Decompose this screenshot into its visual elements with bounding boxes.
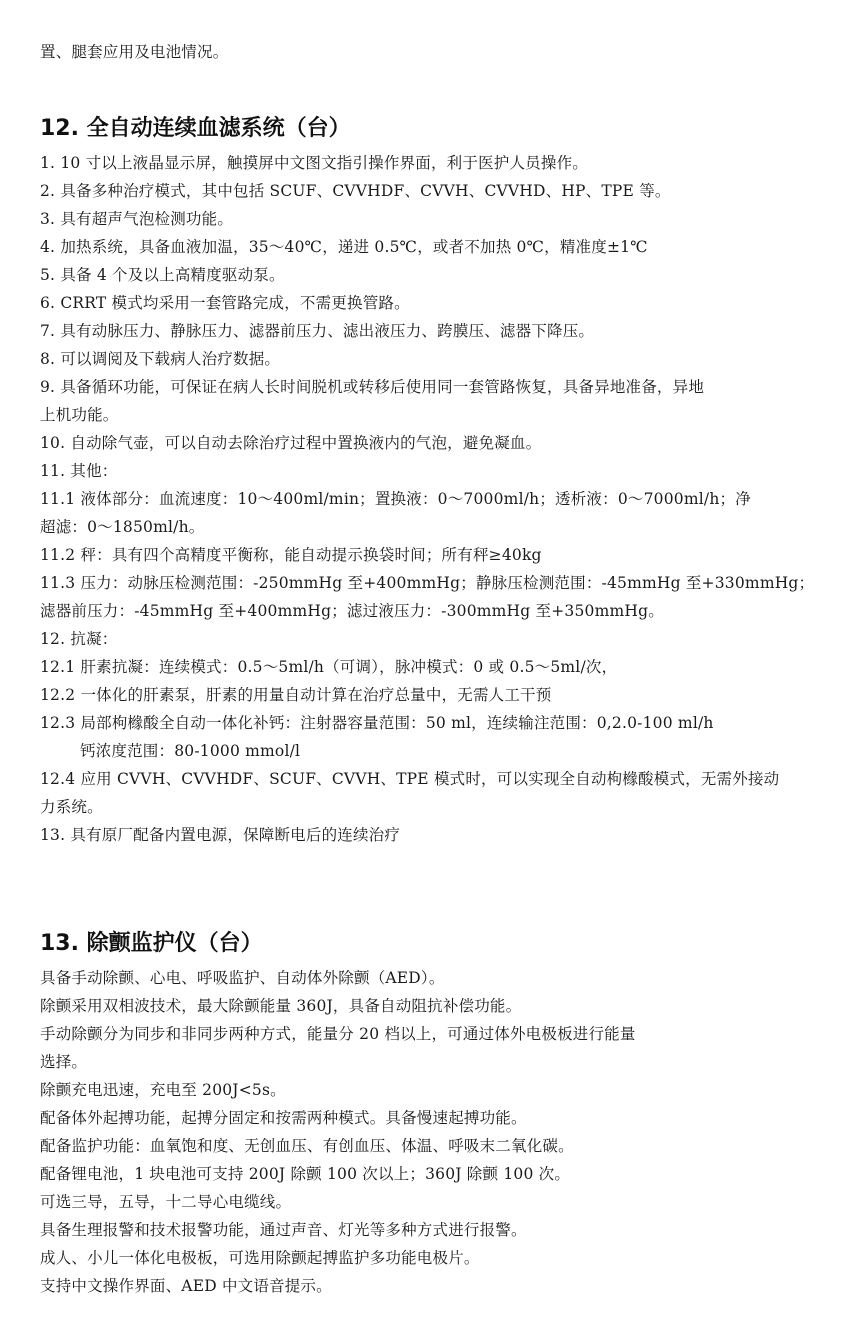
section-12-title: 12. 全自动连续血滤系统（台）: [40, 116, 351, 141]
s12-line-11-2: 11.2 秤：具有四个高精度平衡称，能自动提示换袋时间；所有秤≥40kg: [40, 546, 542, 564]
s13-line-5: 配备体外起搏功能，起搏分固定和按需两种模式。具备慢速起搏功能。: [40, 1109, 527, 1127]
s12-line-1: 1. 10 寸以上液晶显示屏，触摸屏中文图文指引操作界面，利于医护人员操作。: [40, 154, 588, 172]
s12-line-8: 8. 可以调阅及下载病人治疗数据。: [40, 350, 281, 368]
intro-line: 置、腿套应用及电池情况。: [40, 43, 229, 61]
s12-line-12-2: 12.2 一体化的肝素泵，肝素的用量自动计算在治疗总量中，无需人工干预: [40, 686, 552, 704]
s12-line-11-3-cont: 滤器前压力：-45mmHg 至+400mmHg；滤过液压力：-300mmHg 至+350mmHg。: [40, 602, 664, 620]
s13-line-3: 手动除颤分为同步和非同步两种方式，能量分 20 档以上，可通过体外电极板进行能量: [40, 1025, 636, 1043]
s12-line-12-4: 12.4 应用 CVVH、CVVHDF、SCUF、CVVH、TPE 模式时，可以实现全自动枸橼酸模式，无需外接动: [40, 770, 780, 788]
section-13-title: 13. 除颤监护仪（台）: [40, 931, 263, 956]
s13-line-4: 除颤充电迅速，充电至 200J<5s。: [40, 1081, 286, 1099]
s13-line-3-cont: 选择。: [40, 1053, 88, 1071]
s12-line-12-3: 12.3 局部枸橼酸全自动一体化补钙：注射器容量范围：50 ml，连续输注范围：0,2.0-100 ml/h: [40, 714, 714, 732]
s12-line-9-cont: 上机功能。: [40, 406, 119, 424]
s12-line-3: 3. 具有超声气泡检测功能。: [40, 210, 234, 228]
s12-line-2: 2. 具备多种治疗模式，其中包括 SCUF、CVVHDF、CVVH、CVVHD、HP、TPE 等。: [40, 182, 671, 200]
s12-line-10: 10. 自动除气壶，可以自动去除治疗过程中置换液内的气泡，避免凝血。: [40, 434, 542, 452]
s12-line-13: 13. 具有原厂配备内置电源，保障断电后的连续治疗: [40, 826, 401, 844]
s13-line-10: 成人、小儿一体化电极板，可选用除颤起搏监护多功能电极片。: [40, 1249, 480, 1267]
s12-line-11-3: 11.3 压力：动脉压检测范围：-250mmHg 至+400mmHg；静脉压检测范围：-45mmHg 至+330mmHg；: [40, 574, 815, 592]
s13-line-11: 支持中文操作界面、AED 中文语音提示。: [40, 1277, 332, 1295]
s12-line-7: 7. 具有动脉压力、静脉压力、滤器前压力、滤出液压力、跨膜压、滤器下降压。: [40, 322, 595, 340]
s12-line-5: 5. 具备 4 个及以上高精度驱动泵。: [40, 266, 285, 284]
s12-line-9: 9. 具备循环功能，可保证在病人长时间脱机或转移后使用同一套管路恢复，具备异地准备，异地: [40, 378, 705, 396]
s12-line-12-4-cont: 力系统。: [40, 798, 103, 816]
s13-line-6: 配备监护功能：血氧饱和度、无创血压、有创血压、体温、呼吸末二氧化碳。: [40, 1137, 574, 1155]
s13-line-1: 具备手动除颤、心电、呼吸监护、自动体外除颤（AED）。: [40, 969, 445, 987]
s12-line-11-1-cont: 超滤：0～1850ml/h。: [40, 518, 205, 536]
s12-line-11: 11. 其他：: [40, 462, 118, 480]
s12-line-4: 4. 加热系统，具备血液加温，35～40℃，递进 0.5℃，或者不加热 0℃，精准度±1℃: [40, 238, 648, 256]
s12-line-12-1: 12.1 肝素抗凝：连续模式：0.5～5ml/h（可调），脉冲模式：0 或 0.5～5ml/次，: [40, 658, 618, 676]
s12-line-11-1: 11.1 液体部分：血流速度：10～400ml/min；置换液：0～7000ml/h；透析液：0～7000ml/h；净: [40, 490, 751, 508]
s13-line-7: 配备锂电池，1 块电池可支持 200J 除颤 100 次以上；360J 除颤 100 次。: [40, 1165, 571, 1183]
s12-line-12: 12. 抗凝：: [40, 630, 118, 648]
s13-line-2: 除颤采用双相波技术，最大除颤能量 360J，具备自动阻抗补偿功能。: [40, 997, 522, 1015]
s12-line-12-3-cont: 钙浓度范围：80-1000 mmol/l: [80, 742, 301, 760]
s12-line-6: 6. CRRT 模式均采用一套管路完成，不需更换管路。: [40, 294, 410, 312]
s13-line-8: 可选三导，五导，十二导心电缆线。: [40, 1193, 292, 1211]
s13-line-9: 具备生理报警和技术报警功能，通过声音、灯光等多种方式进行报警。: [40, 1221, 527, 1239]
